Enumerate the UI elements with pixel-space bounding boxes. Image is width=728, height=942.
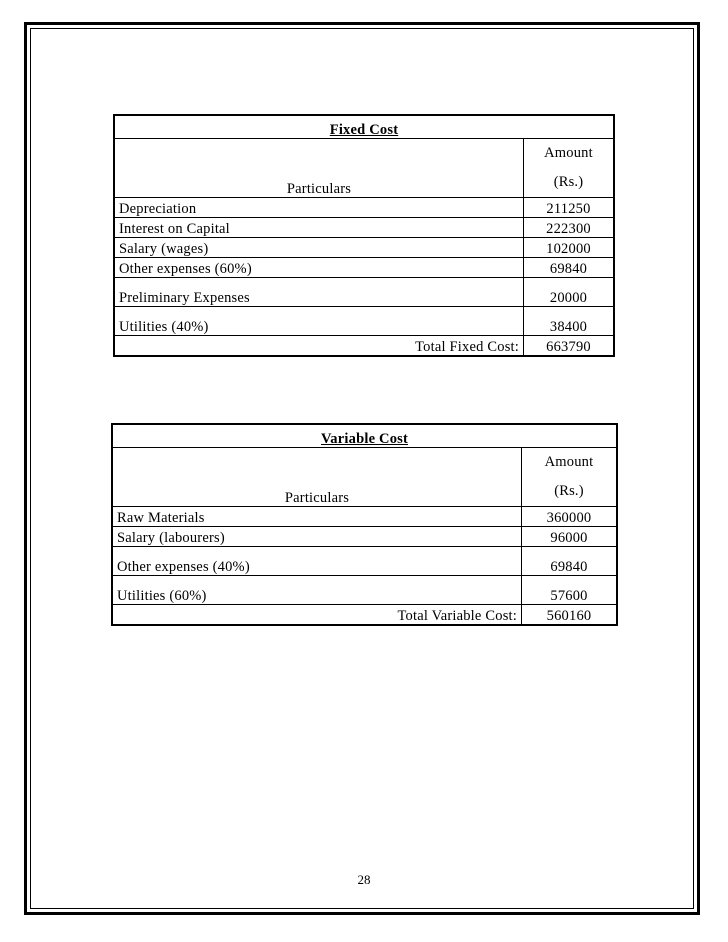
row-amount: 96000 <box>522 527 618 547</box>
variable-header-particulars: Particulars <box>112 448 522 507</box>
row-particular: Depreciation <box>114 198 524 218</box>
fixed-total-amount: 663790 <box>524 336 615 357</box>
row-particular: Salary (labourers) <box>112 527 522 547</box>
table-row <box>114 238 614 258</box>
row-amount: 222300 <box>524 218 615 238</box>
table-row <box>114 307 614 336</box>
table-row <box>112 507 617 527</box>
table-row <box>114 258 614 278</box>
table-row <box>114 278 614 307</box>
row-particular: Utilities (60%) <box>112 576 522 605</box>
fixed-cost-title: Fixed Cost <box>114 115 614 139</box>
table-row <box>112 576 617 605</box>
variable-header-amount <box>522 448 618 507</box>
row-amount: 38400 <box>524 307 615 336</box>
table-row <box>112 547 617 576</box>
row-particular: Raw Materials <box>112 507 522 527</box>
fixed-cost-table <box>113 114 615 357</box>
row-particular: Utilities (40%) <box>114 307 524 336</box>
table-row <box>114 198 614 218</box>
table-row <box>114 218 614 238</box>
row-particular: Other expenses (40%) <box>112 547 522 576</box>
table-row <box>112 527 617 547</box>
row-particular: Preliminary Expenses <box>114 278 524 307</box>
row-amount: 69840 <box>522 547 618 576</box>
row-particular: Salary (wages) <box>114 238 524 258</box>
variable-total-amount: 560160 <box>522 605 618 626</box>
row-amount: 360000 <box>522 507 618 527</box>
variable-cost-title: Variable Cost <box>112 424 617 448</box>
total-row <box>112 605 617 626</box>
fixed-header-particulars: Particulars <box>114 139 524 198</box>
row-particular: Other expenses (60%) <box>114 258 524 278</box>
total-row <box>114 336 614 357</box>
row-amount: 20000 <box>524 278 615 307</box>
row-amount: 102000 <box>524 238 615 258</box>
variable-header-amount-line1: Amount <box>544 454 594 470</box>
row-amount: 57600 <box>522 576 618 605</box>
variable-header-amount-line2: (Rs.) <box>554 483 584 499</box>
fixed-total-label: Total Fixed Cost: <box>114 336 524 357</box>
row-amount: 211250 <box>524 198 615 218</box>
variable-total-label: Total Variable Cost: <box>112 605 522 626</box>
variable-cost-table <box>111 423 618 626</box>
page-number: 28 <box>357 872 371 887</box>
fixed-header-amount-line2: (Rs.) <box>553 174 584 190</box>
fixed-header-amount-line1: Amount <box>544 145 593 161</box>
row-amount: 69840 <box>524 258 615 278</box>
fixed-header-amount <box>524 139 615 198</box>
row-particular: Interest on Capital <box>114 218 524 238</box>
